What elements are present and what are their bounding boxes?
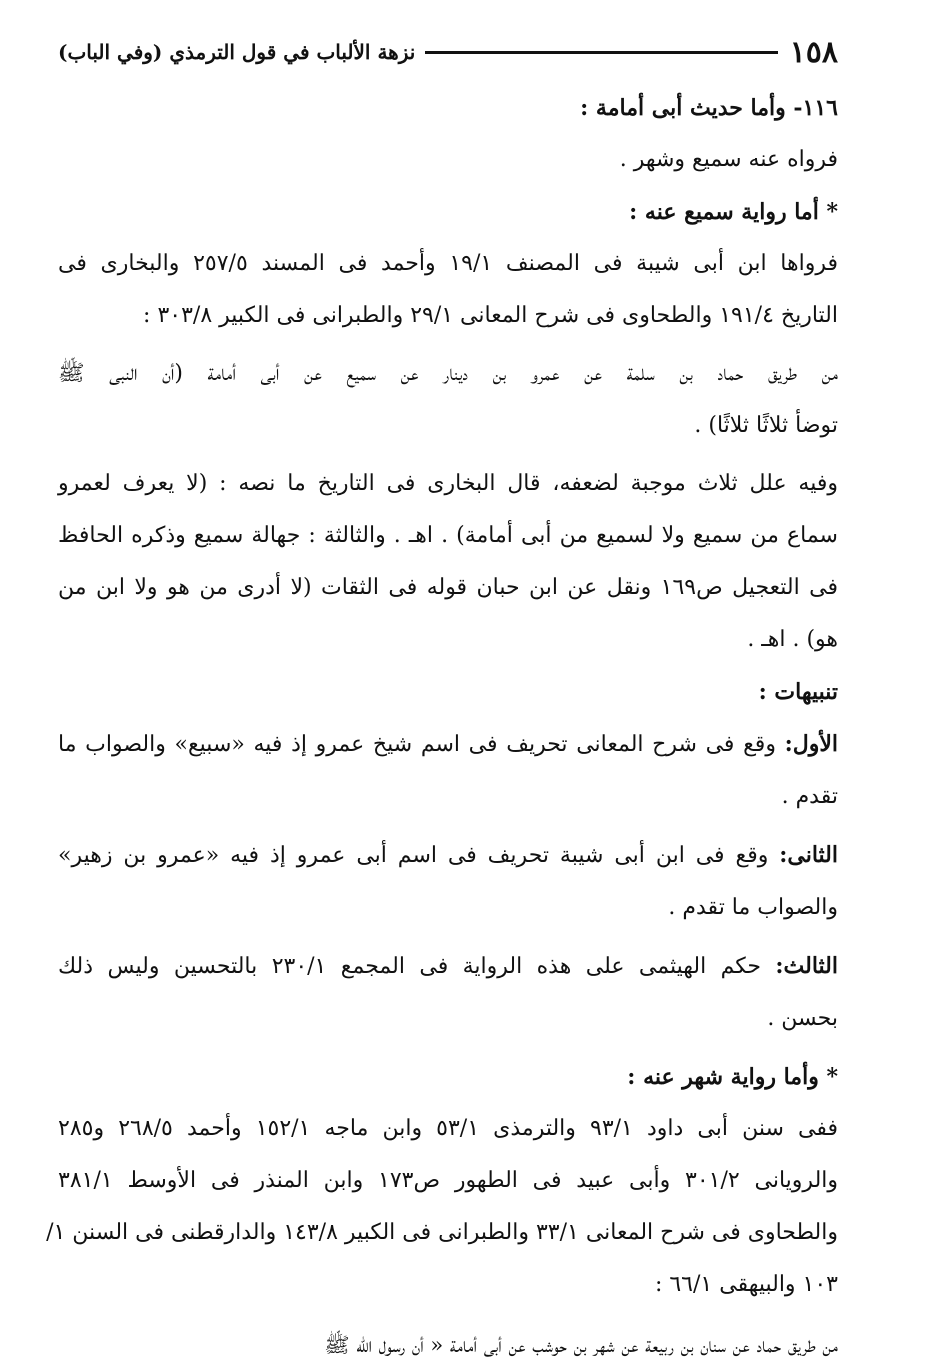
hadith-heading: ١١٦- وأما حديث أبى أمامة :: [580, 95, 838, 121]
note-third: [58, 940, 838, 993]
paragraph-line: من طريق حماد عن سنان بن ربيعة عن شهر بن حوشب عن أبى أمامة « أن رسول الله ﷺ: [324, 1333, 838, 1357]
notes-heading: تنبيهات :: [758, 679, 838, 705]
note-first: [58, 718, 838, 771]
paragraph-line: فى التعجيل ص١٦٩ ونقل عن ابن حبان قوله فى الثقات (لا أدرى من هو ولا ابن من: [58, 575, 838, 600]
paragraph-line: وفيه علل ثلاث موجبة لضعفه، قال البخارى فى التاريخ ما نصه : (لا يعرف لعمرو: [58, 471, 838, 496]
subheading-shahr: * وأما رواية شهر عنه :: [627, 1064, 838, 1090]
note-continuation: بحسن .: [767, 1006, 838, 1031]
subheading-sumay: * أما رواية سميع عنه :: [629, 199, 838, 225]
note-label: الثالث:: [775, 953, 838, 979]
paragraph-line: ففى سنن أبى داود ٩٣/١ والترمذى ٥٣/١ وابن ماجه ١٥٢/١ وأحمد ٢٦٨/٥ و٢٨٥: [58, 1116, 838, 1141]
page-number: ١٥٨: [789, 34, 838, 70]
book-page: [46, 34, 839, 1357]
header-rule: [425, 51, 777, 54]
paragraph-line: من طريق حماد بن سلمة عن عمرو بن دينار عن سميع عن أبى أمامة (أن النبى ﷺ: [58, 361, 838, 386]
note-text: وقع فى ابن أبى شيبة تحريف فى اسم أبى عمرو إذ فيه «عمرو بن زهير»: [58, 843, 780, 868]
paragraph-line: التاريخ ١٩١/٤ والطحاوى فى شرح المعانى ٢٩/١ والطبرانى فى الكبير ٣٠٣/٨ :: [143, 303, 838, 328]
paragraph-line: ١٠٣ والبيهقى ٦٦/١ :: [654, 1272, 838, 1297]
note-text: حكم الهيثمى على هذه الرواية فى المجمع ٢٣٠/١ بالتحسين وليس ذلك: [58, 954, 776, 979]
note-continuation: تقدم .: [781, 784, 838, 809]
paragraph-line: والرويانى ٣٠١/٢ وأبى عبيد فى الطهور ص١٧٣ وابن المنذر فى الأوسط ٣٨١/١: [58, 1168, 839, 1193]
note-text: وقع فى شرح المعانى تحريف فى اسم شيخ عمرو إذ فيه «سبيع» والصواب ما: [58, 732, 785, 757]
paragraph-line: والطحاوى فى شرح المعانى ٣٣/١ والطبرانى فى الكبير ١٤٣/٨ والدارقطنى فى السنن ١/: [46, 1220, 838, 1245]
intro-line: فرواه عنه سميع وشهر .: [619, 147, 838, 172]
paragraph-line: سماع من سميع ولا لسميع من أبى أمامة) . اهـ . والثالثة : جهالة سميع وذكره الحافظ: [58, 523, 838, 548]
note-continuation: والصواب ما تقدم .: [668, 895, 838, 920]
note-label: الثانى:: [779, 842, 838, 868]
paragraph-line: فرواها ابن أبى شيبة فى المصنف ١٩/١ وأحمد فى المسند ٢٥٧/٥ والبخارى فى: [58, 251, 839, 276]
paragraph-line: هو) . اهـ .: [747, 627, 838, 652]
page-header: [58, 34, 838, 70]
note-second: [58, 829, 838, 882]
running-title: نزهة الألباب في قول الترمذي (وفي الباب): [58, 40, 416, 64]
note-label: الأول:: [784, 731, 838, 757]
paragraph-line: توضأ ثلاثًا ثلاثًا) .: [694, 413, 838, 438]
